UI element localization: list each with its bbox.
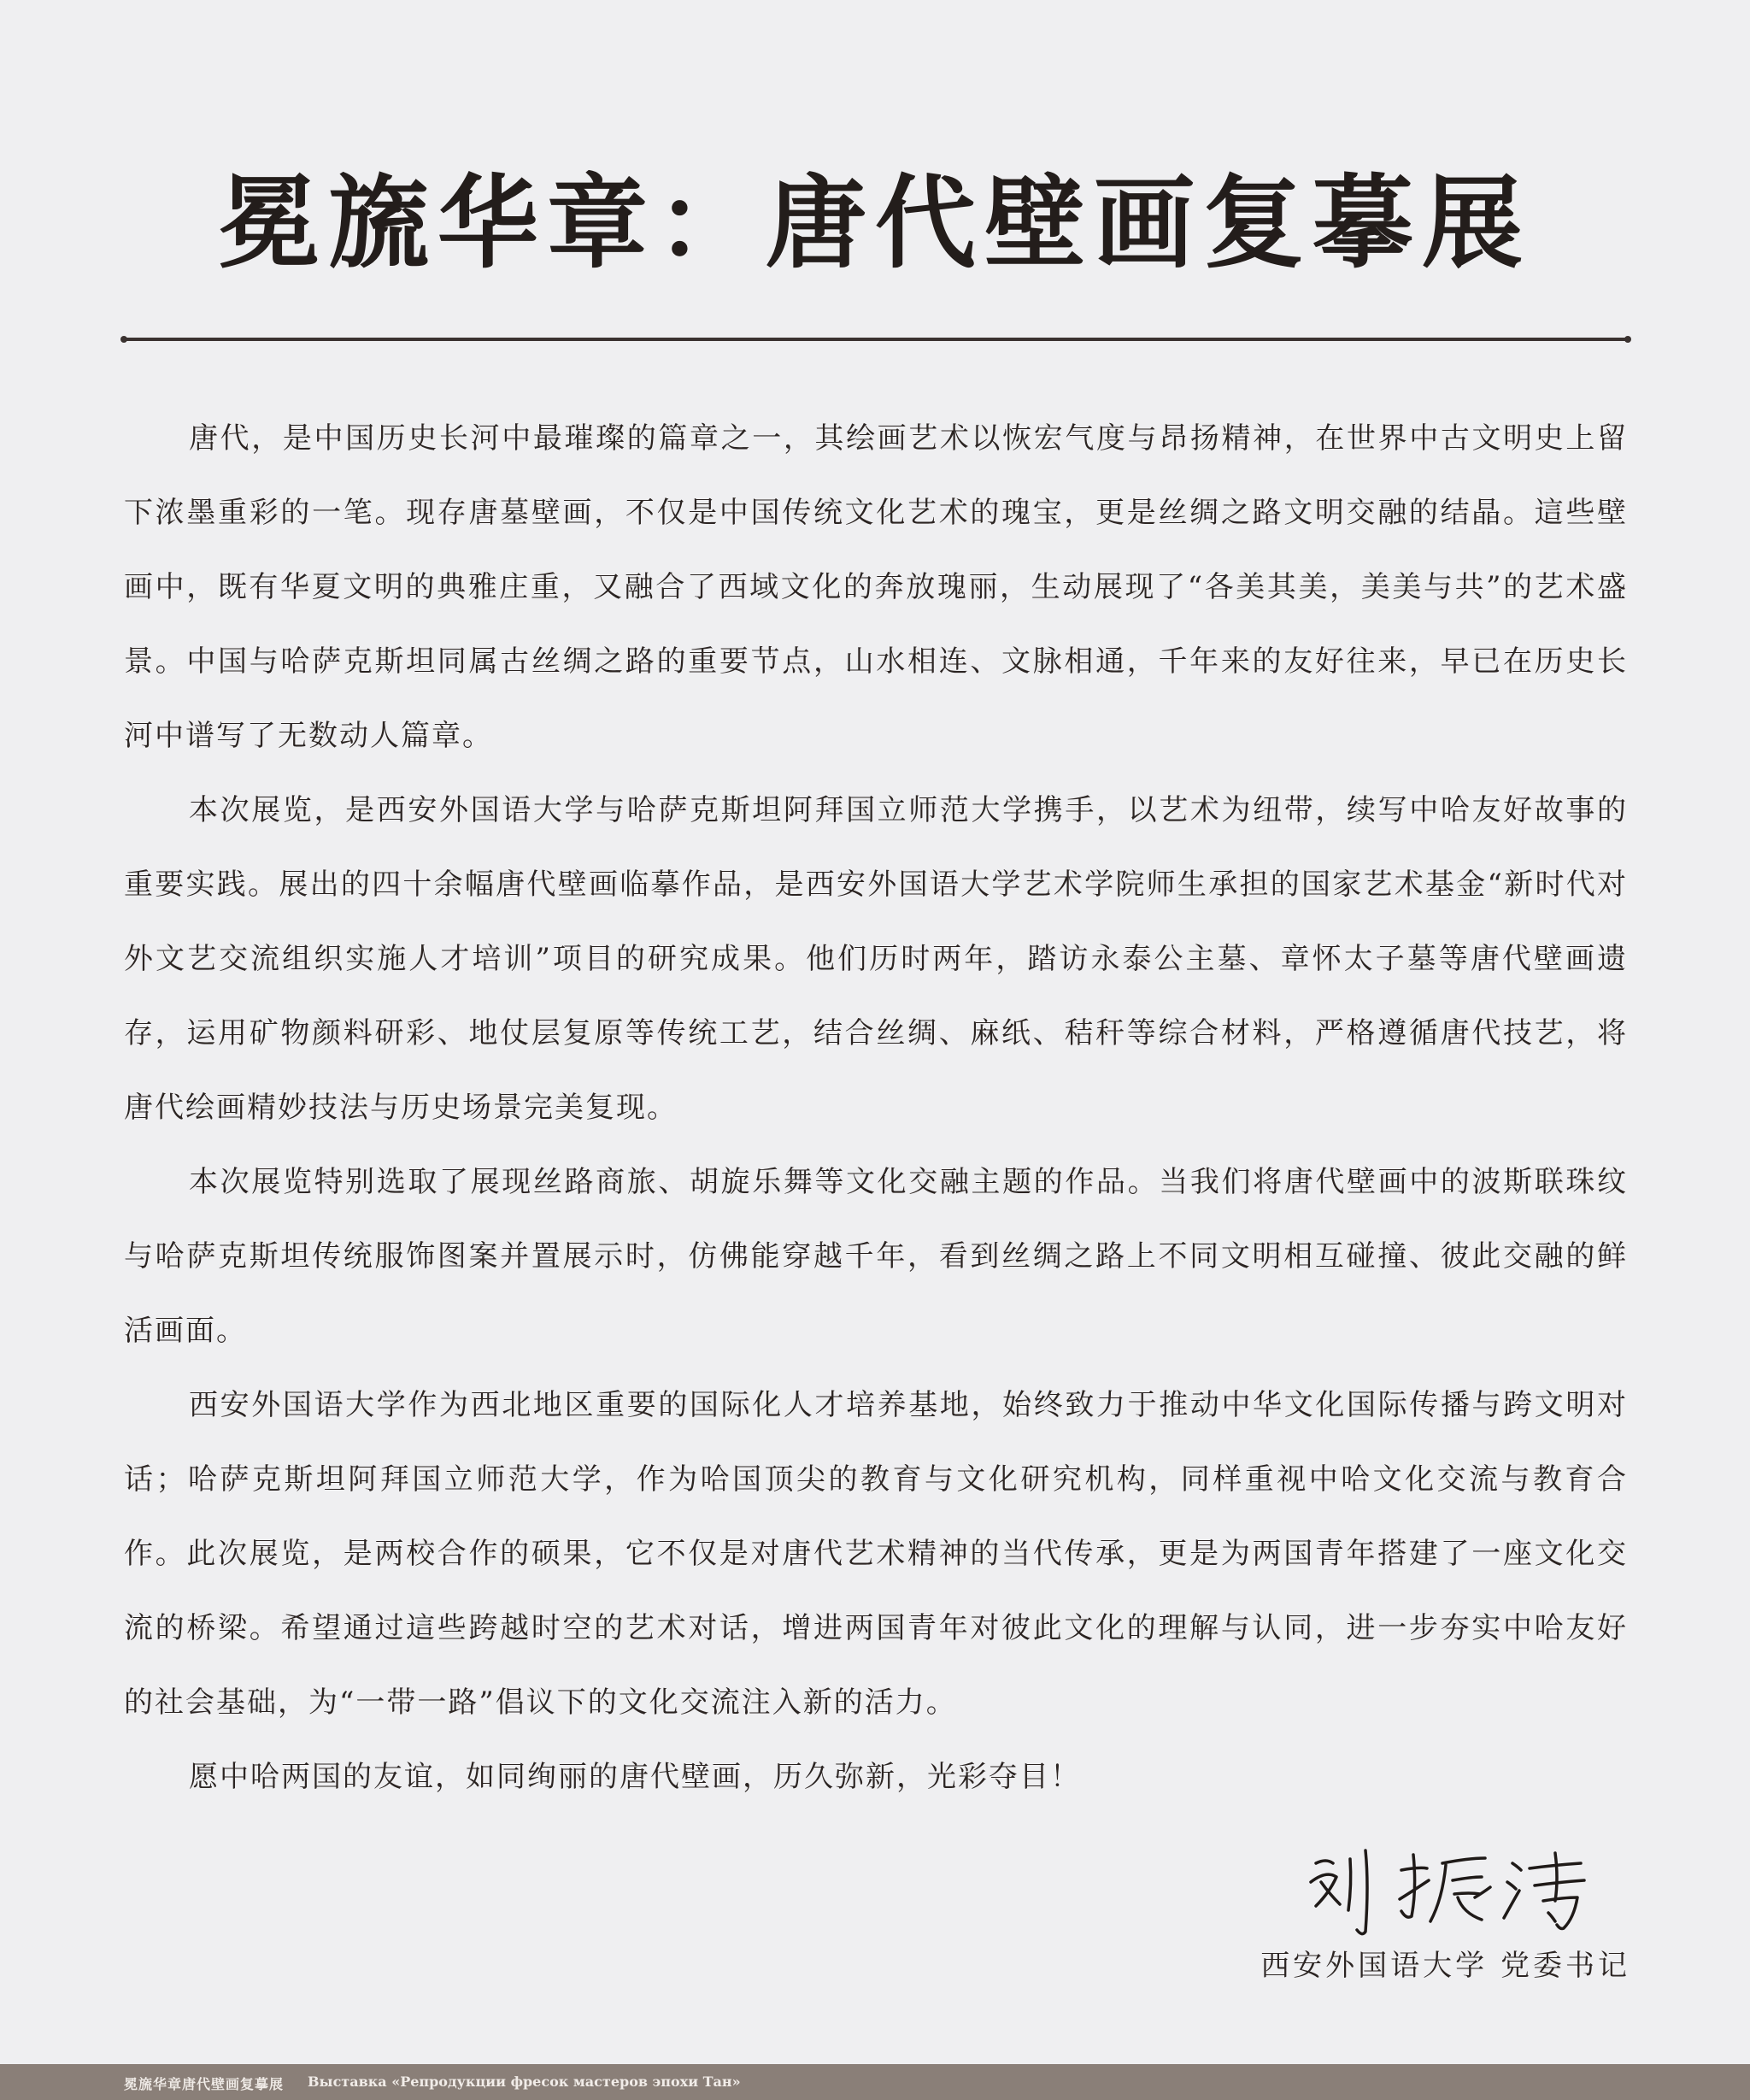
footer-title-ru: Выставка «Репродукции фресок мастеров эпохи Тан» (308, 2074, 741, 2090)
footer-bar (0, 2064, 1750, 2100)
paragraph-4: 西安外国语大学作为西北地区重要的国际化人才培养基地，始终致力于推动中华文化国际传播与跨文明对话；哈萨克斯坦阿拜国立师范大学，作为哈国顶尖的教育与文化研究机构，同样重视中哈文化交流与教育合作。此次展览，是两校合作的硕果，它不仅是对唐代艺术精神的当代传承，更是为两国青年搭建了一座文化交流的桥梁。希望通过這些跨越时空的艺术对话，增进两国青年对彼此文化的理解与认同，进一步夯实中哈友好的社会基础，为“一带一路”倡议下的文化交流注入新的活力。 (124, 1388, 1628, 1720)
footer-title-cn: 冕旒华章唐代壁画复摹展 (124, 2076, 285, 2092)
paragraph-5: 愿中哈两国的友谊，如同绚丽的唐代壁画，历久弥新，光彩夺目！ (189, 1760, 1081, 1794)
handwritten-signature (1299, 1829, 1606, 1940)
paragraph-3: 本次展览特别选取了展现丝路商旅、胡旋乐舞等文化交融主题的作品。当我们将唐代壁画中的波斯联珠纹与哈萨克斯坦传统服饰图案并置展示时，仿佛能穿越千年，看到丝绸之路上不同文明相互碰撞、彼此交融的鲜活画面。 (124, 1165, 1628, 1348)
paragraph-1: 唐代，是中国历史长河中最璀璨的篇章之一，其绘画艺术以恢宏气度与昂扬精神，在世界中古文明史上留下浓墨重彩的一笔。现存唐墓壁画，不仅是中国传统文化艺术的瑰宝，更是丝绸之路文明交融的结晶。這些壁画中，既有华夏文明的典雅庄重，又融合了西域文化的奔放瑰丽，生动展现了“各美其美，美美与共”的艺术盛景。中国与哈萨克斯坦同属古丝绸之路的重要节点，山水相连、文脉相通，千年来的友好往来，早已在历史长河中谱写了无数动人篇章。 (124, 421, 1628, 753)
page-title: 冕旒华章：唐代壁画复摹展 (218, 163, 1531, 282)
foreword-body (124, 402, 1628, 1815)
title-divider (124, 338, 1628, 341)
paragraph-2: 本次展览，是西安外国语大学与哈萨克斯坦阿拜国立师范大学携手，以艺术为纽带，续写中哈友好故事的重要实践。展出的四十余幅唐代壁画临摹作品，是西安外国语大学艺术学院师生承担的国家艺术基金“新时代对外文艺交流组织实施人才培训”项目的研究成果。他们历时两年，踏访永泰公主墓、章怀太子墓等唐代壁画遗存，运用矿物颜料研彩、地仗层复原等传统工艺，结合丝绸、麻纸、秸秆等综合材料，严格遵循唐代技艺，将唐代绘画精妙技法与历史场景完美复现。 (124, 793, 1628, 1125)
signer-title: 西安外国语大学 党委书记 (1260, 1949, 1630, 1983)
